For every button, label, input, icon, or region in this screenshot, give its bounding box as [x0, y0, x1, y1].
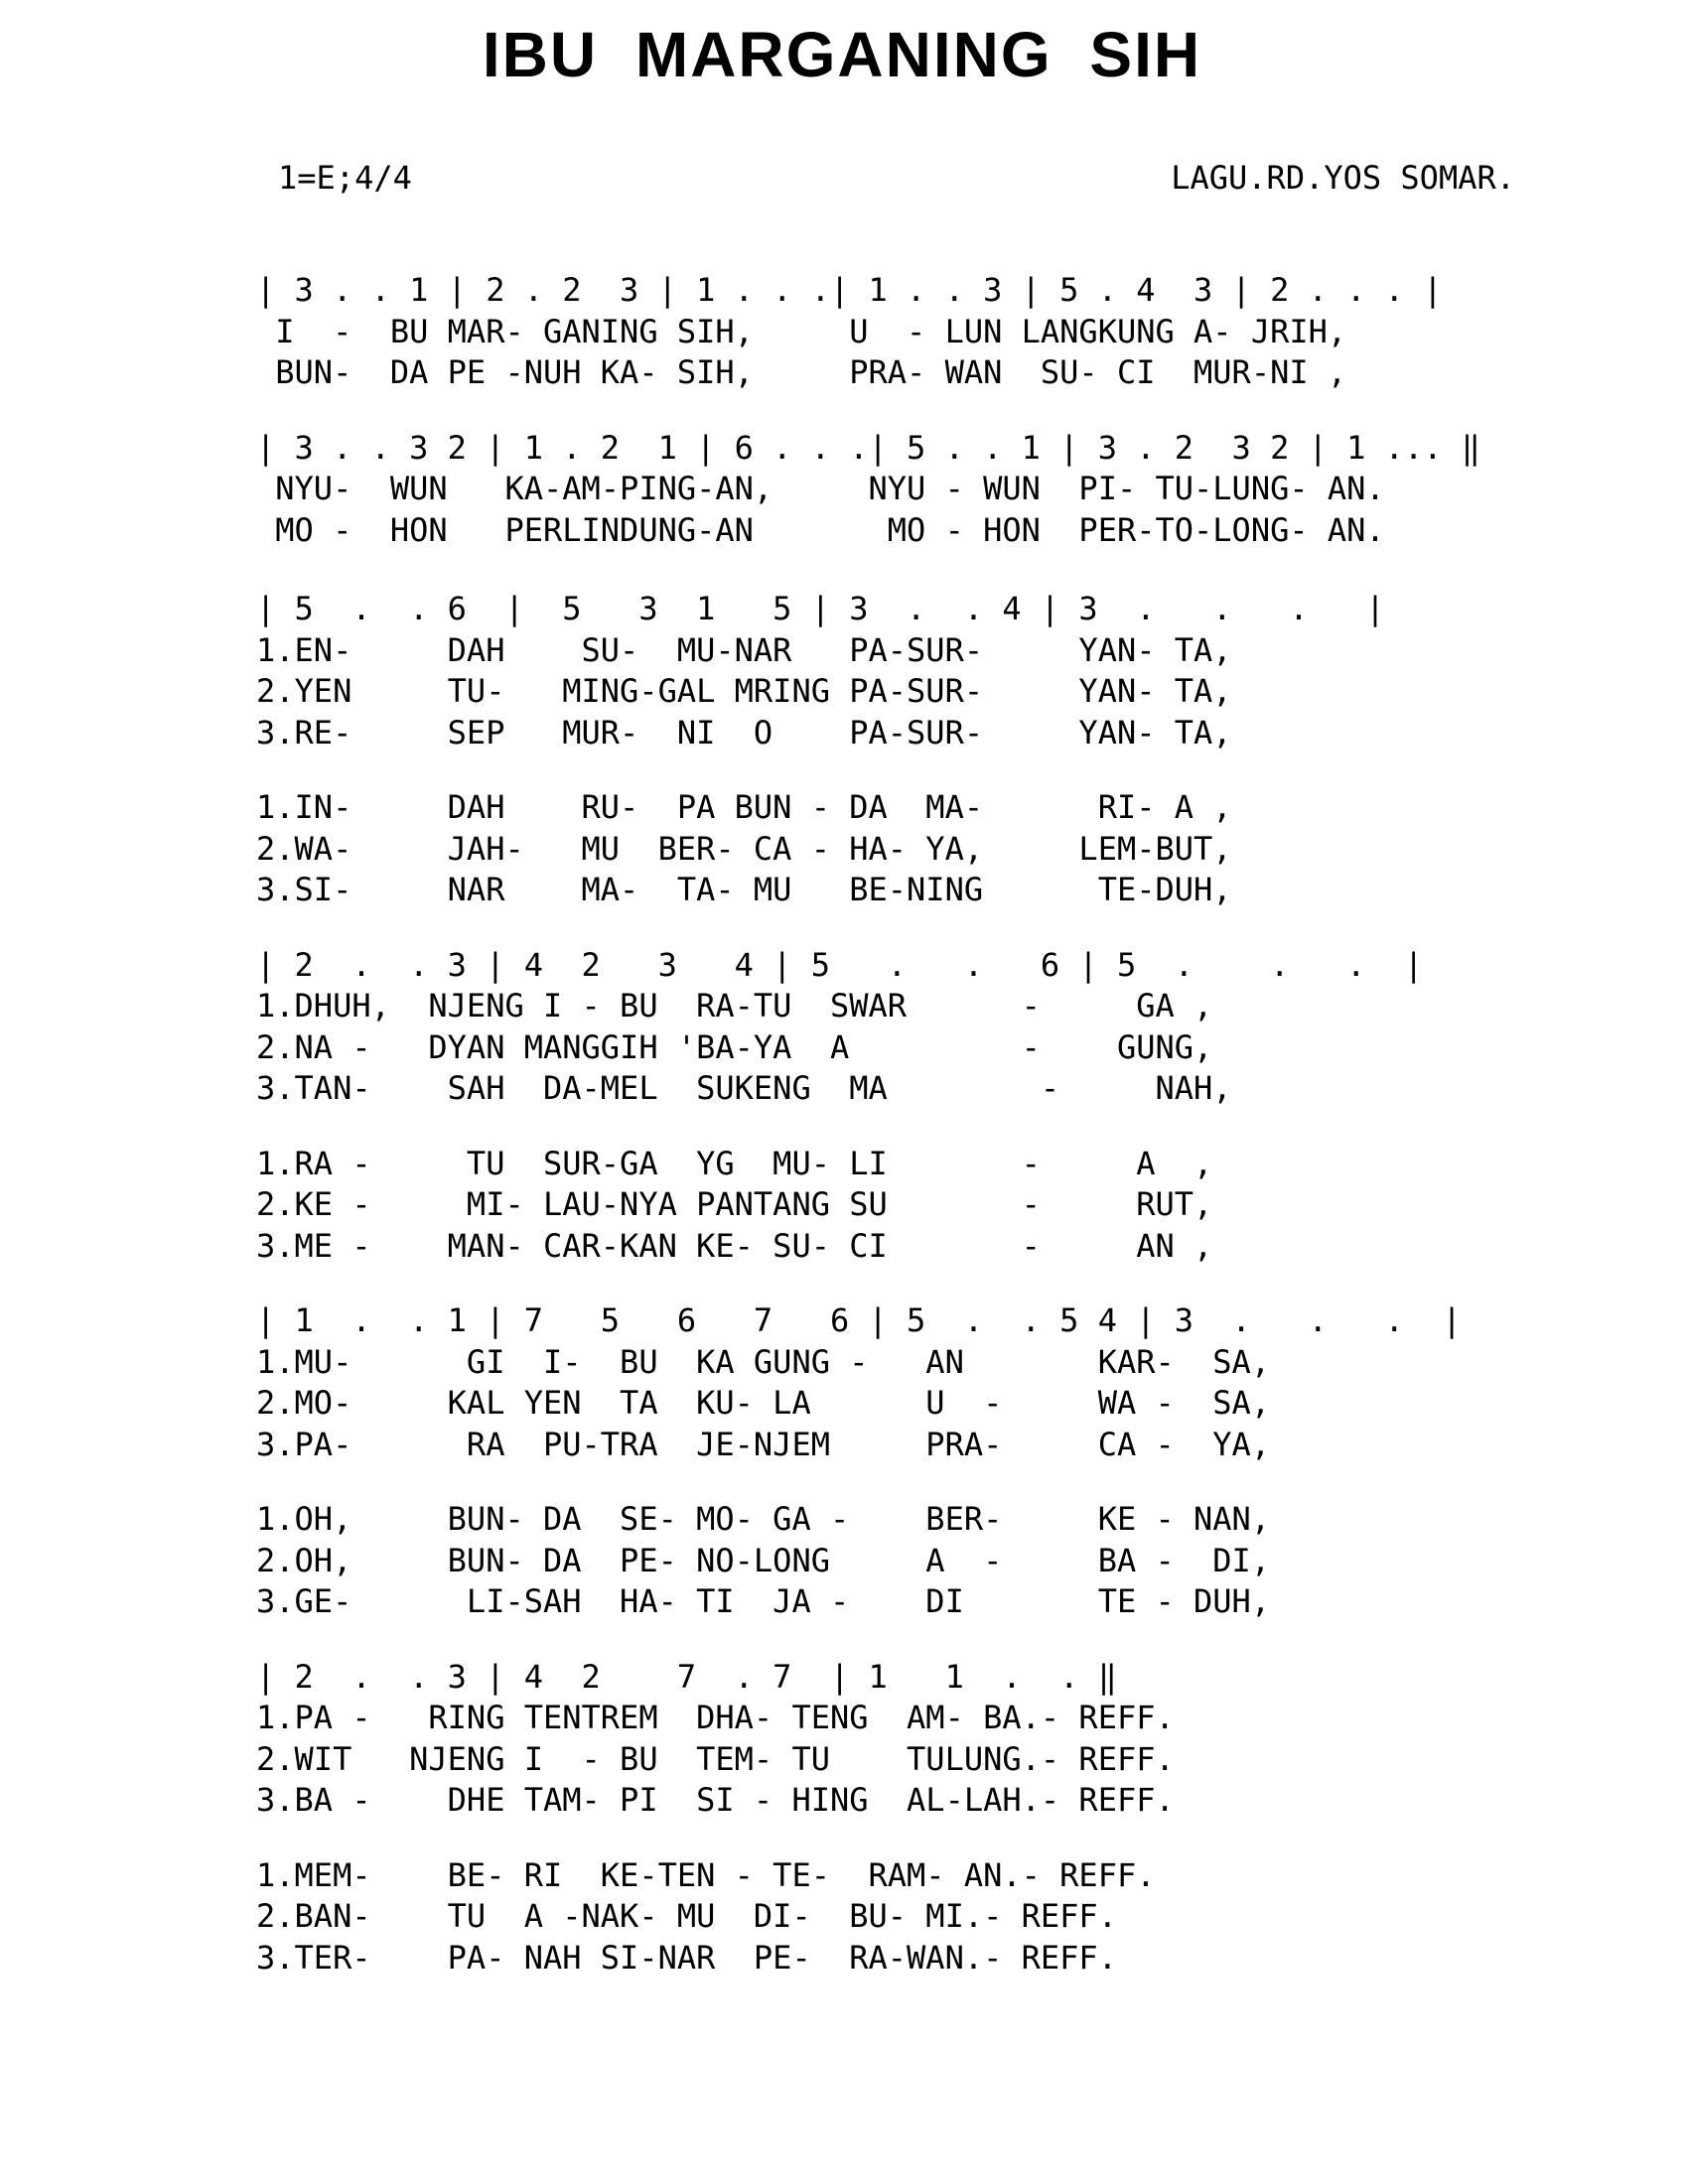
lyric-line: 1.RA - TU SUR-GA YG MU- LI - A ,: [256, 1144, 1213, 1182]
notation-line: | 2 . . 3 | 4 2 7 . 7 | 1 1 . . ‖: [256, 1657, 1117, 1696]
verse-block-1: [256, 270, 1547, 394]
song-sheet: [256, 270, 1547, 1979]
refrain-block-2b: [256, 1144, 1547, 1268]
lyric-line: 1.IN- DAH RU- PA BUN - DA MA- RI- A ,: [256, 788, 1232, 826]
lyric-line: 1.DHUH, NJENG I - BU RA-TU SWAR - GA ,: [256, 987, 1213, 1024]
lyric-line: 2.WA- JAH- MU BER- CA - HA- YA, LEM-BUT,: [256, 829, 1232, 868]
lyric-line: BUN- DA PE -NUH KA- SIH, PRA- WAN SU- CI MUR-NI ,: [256, 353, 1347, 391]
notation-line: | 5 . . 6 | 5 3 1 5 | 3 . . 4 | 3 . . . |: [256, 590, 1385, 627]
song-title: IBU MARGANING SIH: [482, 19, 1202, 90]
lyric-line: NYU- WUN KA-AM-PING-AN, NYU - WUN PI- TU-LUNG- AN.: [256, 470, 1385, 507]
notation-line: | 2 . . 3 | 4 2 3 4 | 5 . . 6 | 5 . . . |: [256, 945, 1424, 984]
lyric-line: 3.GE- LI-SAH HA- TI JA - DI TE - DUH,: [256, 1582, 1271, 1620]
refrain-block-2: [256, 945, 1547, 1110]
lyric-line: 2.MO- KAL YEN TA KU- LA U - WA - SA,: [256, 1384, 1271, 1422]
lyric-line: 3.SI- NAR MA- TA- MU BE-NING TE-DUH,: [256, 871, 1232, 908]
lyric-line: 1.OH, BUN- DA SE- MO- GA - BER- KE - NAN,: [256, 1500, 1271, 1538]
lyric-line: 2.KE - MI- LAU-NYA PANTANG SU - RUT,: [256, 1185, 1213, 1223]
key-signature: 1=E;4/4: [278, 159, 412, 197]
lyric-line: 1.EN- DAH SU- MU-NAR PA-SUR- YAN- TA,: [256, 630, 1232, 669]
lyric-line: 2.NA - DYAN MANGGIH 'BA-YA A - GUNG,: [256, 1027, 1213, 1066]
lyric-line: MO - HON PERLINDUNG-AN MO - HON PER-TO-LONG- AN.: [256, 510, 1385, 549]
lyric-line: 3.BA - DHE TAM- PI SI - HING AL-LAH.- REFF.: [256, 1781, 1175, 1819]
refrain-block-1b: [256, 787, 1547, 911]
lyric-line: 2.OH, BUN- DA PE- NO-LONG A - BA - DI,: [256, 1541, 1271, 1579]
lyric-line: 1.MEM- BE- RI KE-TEN - TE- RAM- AN.- REFF.: [256, 1855, 1156, 1894]
lyric-line: 3.RE- SEP MUR- NI O PA-SUR- YAN- TA,: [256, 713, 1232, 751]
lyric-line: 2.WIT NJENG I - BU TEM- TU TULUNG.- REFF.: [256, 1739, 1175, 1778]
lyric-line: 2.YEN TU- MING-GAL MRING PA-SUR- YAN- TA,: [256, 672, 1232, 710]
lyric-line: 2.BAN- TU A -NAK- MU DI- BU- MI.- REFF.: [256, 1897, 1117, 1935]
lyric-line: 3.ME - MAN- CAR-KAN KE- SU- CI - AN ,: [256, 1226, 1213, 1265]
verse-block-2: [256, 428, 1547, 552]
notation-line: | 3 . . 1 | 2 . 2 3 | 1 . . .| 1 . . 3 | 5 . 4 3 | 2 . . . |: [256, 271, 1443, 309]
refrain-block-3: [256, 1300, 1547, 1465]
lyric-line: 1.PA - RING TENTREM DHA- TENG AM- BA.- REFF.: [256, 1699, 1175, 1736]
notation-line: | 3 . . 3 2 | 1 . 2 1 | 6 . . .| 5 . . 1 | 3 . 2 3 2 | 1 ... ‖: [256, 428, 1480, 467]
lyric-line: I - BU MAR- GANING SIH, U - LUN LANGKUNG A- JRIH,: [256, 312, 1347, 350]
refrain-block-4b: [256, 1855, 1547, 1979]
notation-line: | 1 . . 1 | 7 5 6 7 6 | 5 . . 5 4 | 3 . . . |: [256, 1301, 1462, 1339]
lyric-line: 3.TER- PA- NAH SI-NAR PE- RA-WAN.- REFF.: [256, 1938, 1117, 1977]
refrain-block-1: [256, 589, 1547, 753]
composer-credit: LAGU.RD.YOS SOMAR.: [1171, 159, 1515, 197]
lyric-line: 3.PA- RA PU-TRA JE-NJEM PRA- CA - YA,: [256, 1425, 1271, 1463]
lyric-line: 1.MU- GI I- BU KA GUNG - AN KAR- SA,: [256, 1342, 1271, 1381]
refrain-block-4: [256, 1657, 1547, 1822]
refrain-block-3b: [256, 1499, 1547, 1623]
lyric-line: 3.TAN- SAH DA-MEL SUKENG MA - NAH,: [256, 1069, 1232, 1107]
